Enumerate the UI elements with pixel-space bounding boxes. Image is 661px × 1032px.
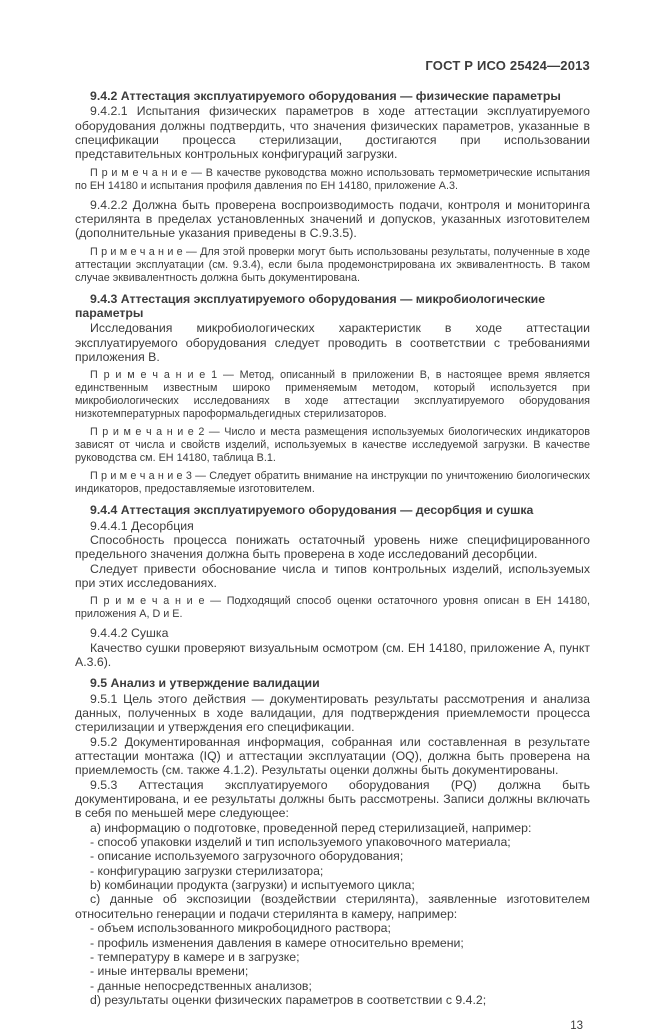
paragraph: Исследования микробиологических характеристик в ходе аттестации эксплуатируемого оборудования следует проводить в соответствии с требованиями приложения В. (75, 321, 590, 364)
paragraph: Способность процесса понижать остаточный уровень ниже специфицированного предельного значения должна быть проверена в ходе исследований десорбции. (75, 532, 590, 562)
subheading-9-4-4-2: 9.4.4.2 Сушка (90, 626, 169, 641)
list-item-a: a) информацию о подготовке, проведенной перед стерилизацией, например: (90, 820, 532, 835)
list-item: - способ упаковки изделий и тип используемого упаковочного материала; (90, 835, 511, 850)
section-heading-9-4-4: 9.4.4 Аттестация эксплуатируемого оборудования — десорбция и сушка (90, 503, 534, 518)
section-heading-9-4-2: 9.4.2 Аттестация эксплуатируемого оборудования — физические параметры (90, 89, 561, 103)
list-item: - данные непосредственных анализов; (90, 978, 312, 993)
paragraph-9-4-2-2: 9.4.2.2 Должна быть проверена воспроизводимость подачи, контроля и мониторинга стерилянта в пределах установленных значений и допусков, указанных изготовителем (дополнительные указания приведены в С.9.3.5). (75, 197, 590, 241)
list-item-d: d) результаты оценки физических параметров в соответствии с 9.4.2; (90, 992, 487, 1007)
list-item: - профиль изменения давления в камере относительно времени; (90, 935, 464, 950)
paragraph: Качество сушки проверяют визуальным осмотром (см. ЕН 14180, приложение А, пункт А.3.6). (75, 640, 590, 670)
list-item: - иные интервалы времени; (90, 964, 249, 979)
section-heading-9-4-3: 9.4.3 Аттестация эксплуатируемого оборудования — микробиологические параметры (75, 291, 546, 320)
note-1: П р и м е ч а н и е 1 — Метод, описанный в приложении В, в настоящее время является единственным известным широко применяемым методом, который используется при микробиологических исследованиях в ходе аттестации эксплуатируемого оборудования низкотемпературных пароформальдегидных стерилизаторов. (75, 369, 590, 421)
section-heading-9-5: 9.5 Анализ и утверждение валидации (90, 676, 320, 691)
paragraph: Следует привести обоснование числа и типов контрольных изделий, используемых при этих исследованиях. (75, 561, 590, 590)
paragraph-9-5-1: 9.5.1 Цель этого действия — документировать результаты рассмотрения и анализа данных, полученных в ходе валидации, для подтверждения приемлемости процесса стерилизации и утверждения его спецификации. (75, 691, 590, 735)
subheading-9-4-4-1: 9.4.4.1 Десорбция (90, 518, 194, 533)
list-item: - конфигурацию загрузки стерилизатора; (90, 863, 324, 878)
note-2: П р и м е ч а н и е 2 — Число и места размещения используемых биологических индикаторов зависят от числа и свойств изделий, используемых в качестве исследуемой загрузки. В качестве руководства см. ЕН 14180, таблица В.1. (75, 426, 590, 465)
paragraph-9-4-2-1: 9.4.2.1 Испытания физических параметров в ходе аттестации эксплуатируемого оборудования должны подтвердить, что значения физических параметров, указанные в спецификации процесса стерилизации, достигаются при использовании представительных контрольных конфигураций загрузки. (75, 104, 590, 162)
list-item: - температуру в камере и в загрузке; (90, 949, 300, 964)
list-item: - объем использованного микробоцидного раствора; (90, 921, 391, 936)
note-3: П р и м е ч а н и е 3 — Следует обратить внимание на инструкции по уничтожению биологических индикаторов, предоставляемые изготовителем. (75, 470, 590, 496)
document-header: ГОСТ Р ИСО 25424—2013 (425, 58, 590, 73)
list-item: - описание используемого загрузочного оборудования; (90, 849, 404, 864)
list-item-c: c) данные об экспозиции (воздействии стерилянта), заявленные изготовителем относительно генерации и подачи стерилянта в камеру, например: (75, 892, 590, 921)
paragraph-9-5-2: 9.5.2 Документированная информация, собранная или составленная в результате аттестации монтажа (IQ) и аттестации эксплуатации (OQ), должна быть проверена на приемлемость (см. также 4.1.2). Результаты оценки должны быть документированы. (75, 734, 590, 778)
note: П р и м е ч а н и е — Для этой проверки могут быть использованы результаты, полученные в ходе аттестации эксплуатации (см. 9.3.4), если была продемонстрирована их эквивалентность. В таком случае эквивалентность должна быть документирована. (75, 245, 590, 284)
paragraph-9-5-3: 9.5.3 Аттестация эксплуатируемого оборудования (PQ) должна быть документирована, и ее результаты должны быть рассмотрены. Записи должны включать в себя по меньшей мере следующее: (75, 777, 590, 821)
page-number: 13 (570, 1020, 583, 1032)
note: П р и м е ч а н и е — В качестве руководства можно использовать термометрические испытания по ЕН 14180 и испытания профиля давления по ЕН 14180, приложение А.3. (75, 166, 590, 192)
note: П р и м е ч а н и е — Подходящий способ оценки остаточного уровня описан в ЕН 14180, приложения А, D и Е. (75, 595, 590, 621)
list-item-b: b) комбинации продукта (загрузки) и испытуемого цикла; (90, 878, 415, 893)
